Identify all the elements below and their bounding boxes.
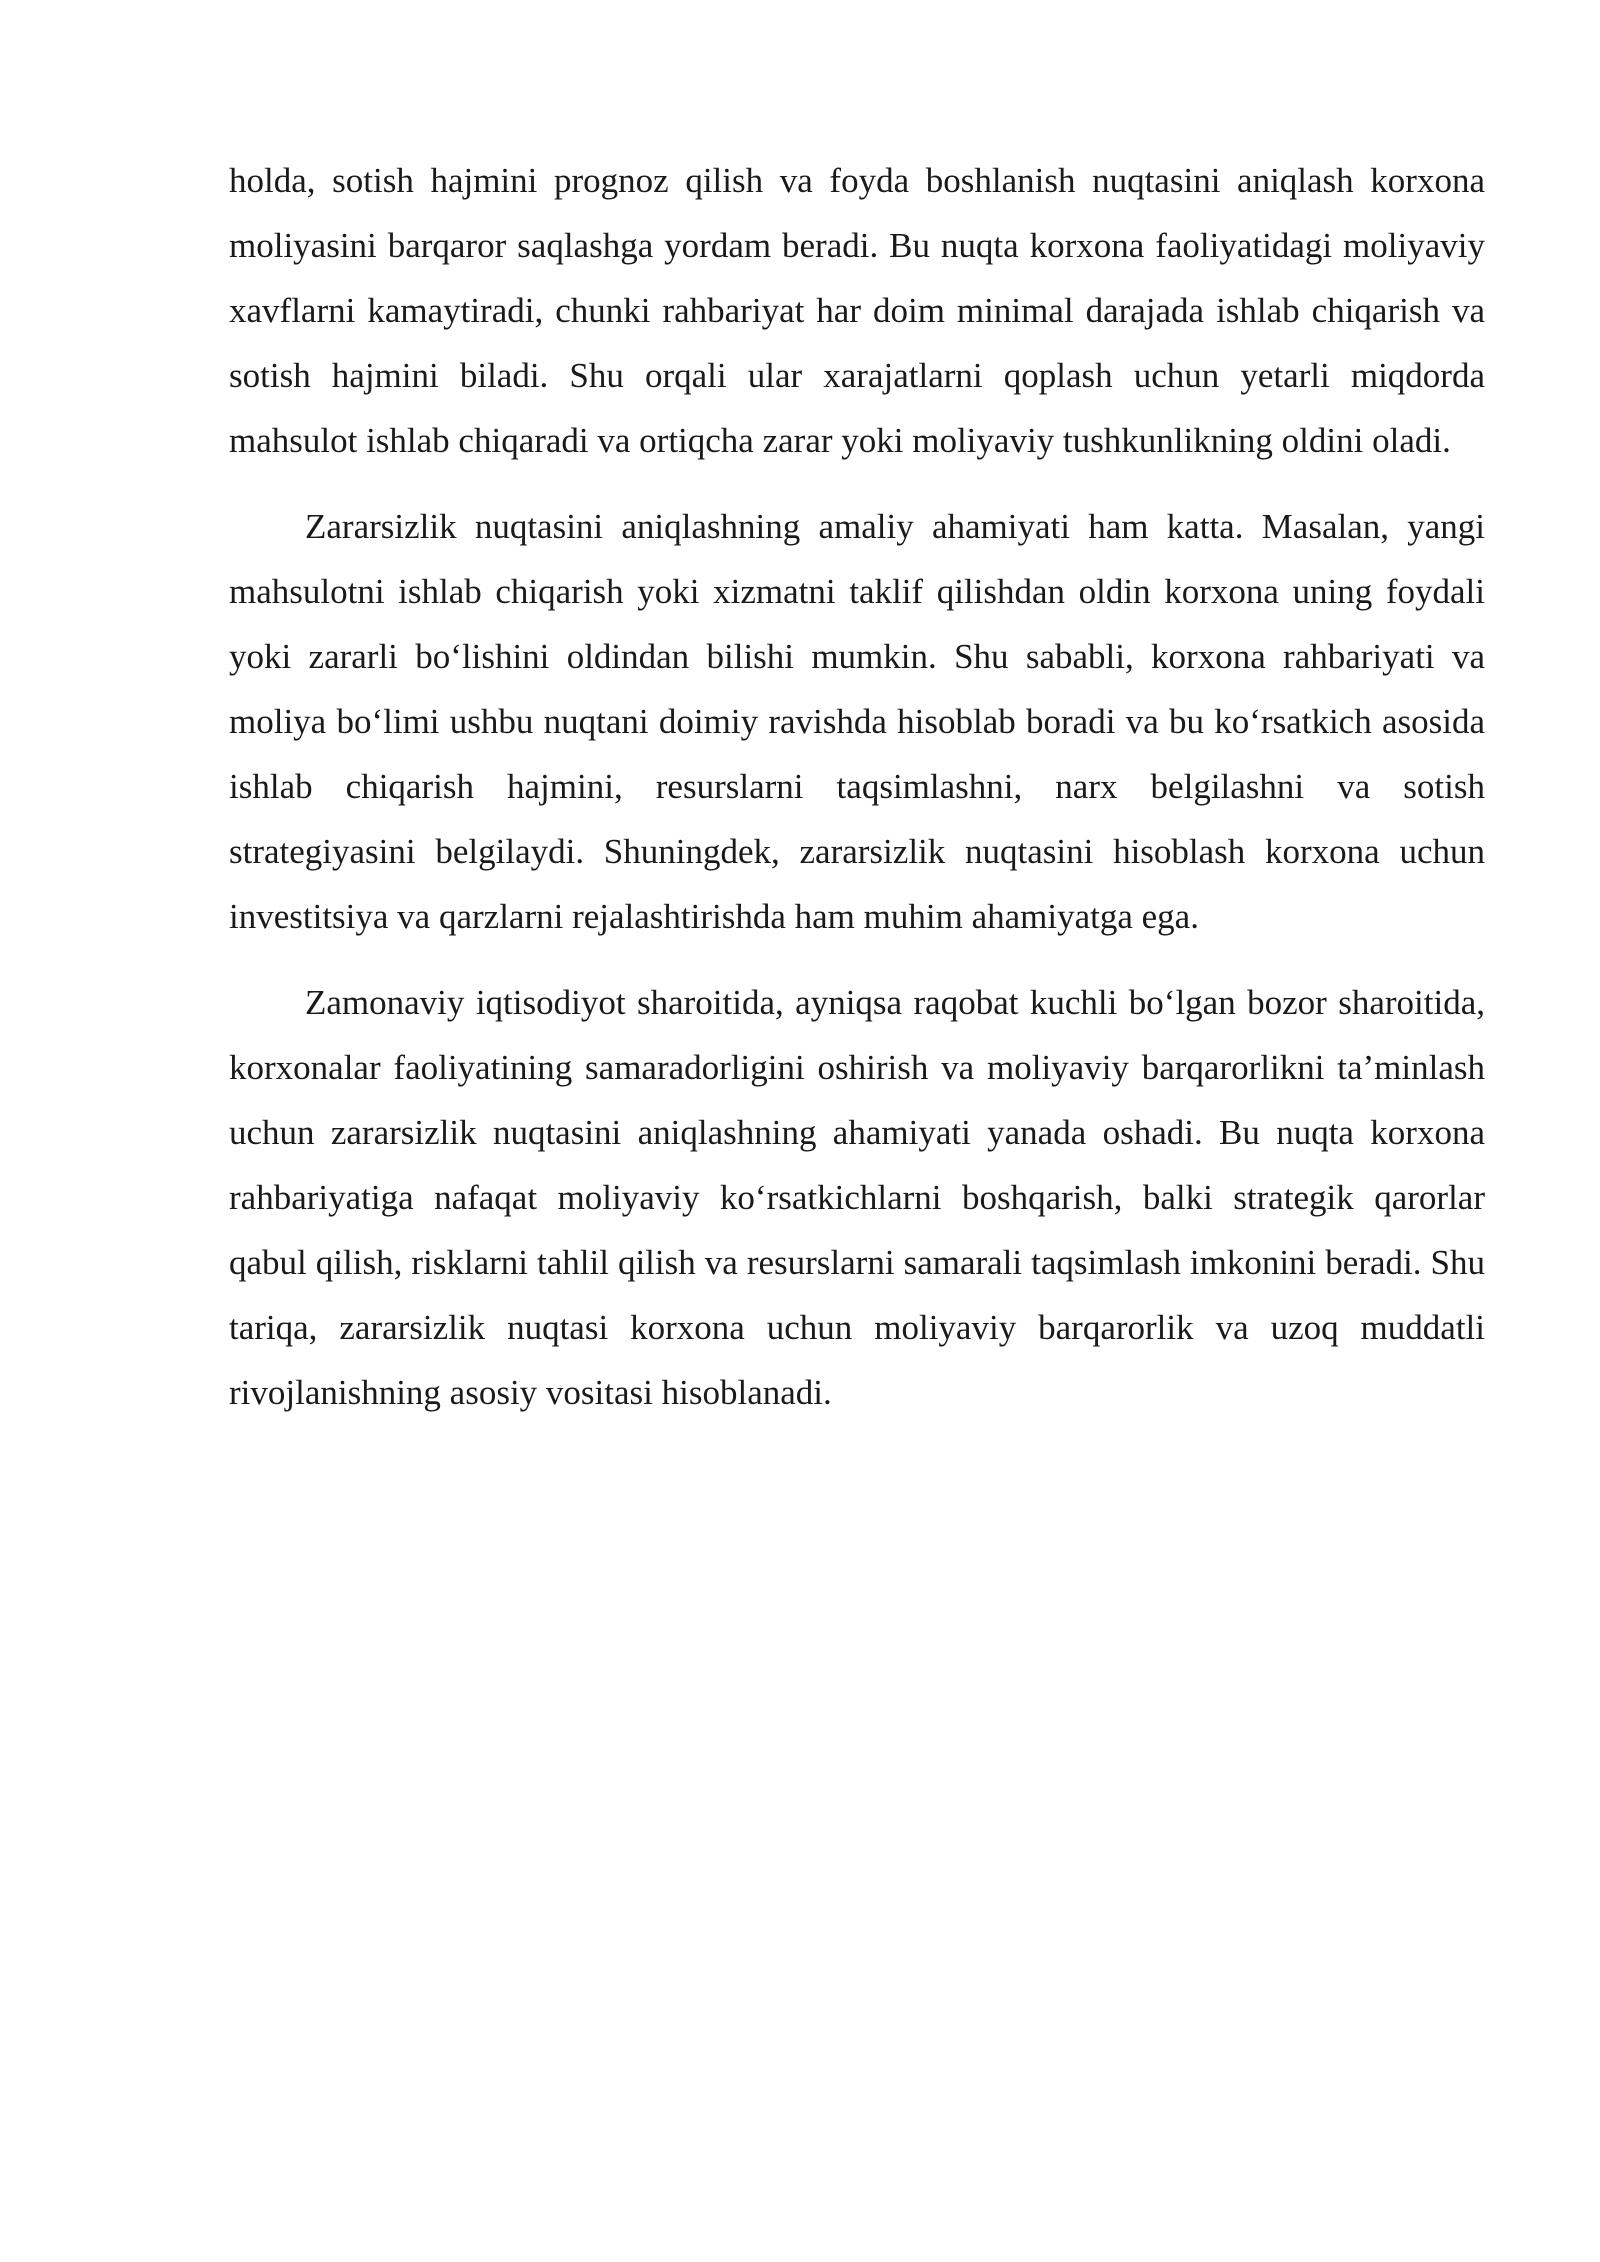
document-body (229, 148, 1485, 1446)
paragraph-continuation: holda, sotish hajmini prognoz qilish va foyda boshlanish nuqtasini aniqlash korxona moliyasini barqaror saqlashga yordam beradi. Bu nuqta korxona faoliyatidagi moliyaviy xavflarni kamaytiradi, chunki rahbariyat har doim minimal darajada ishlab chiqarish va sotish hajmini biladi. Shu orqali ular xarajatlarni qoplash uchun yetarli miqdorda mahsulot ishlab chiqaradi va ortiqcha zarar yoki moliyaviy tushkunlikning oldini oladi. (229, 161, 1485, 460)
paragraph-practical-importance: Zararsizlik nuqtasini aniqlashning amaliy ahamiyati ham katta. Masalan, yangi mahsulotni ishlab chiqarish yoki xizmatni taklif qilishdan oldin korxona uning foydali yoki zararli bo‘lishini oldindan bilishi mumkin. Shu sababli, korxona rahbariyati va moliya bo‘limi ushbu nuqtani doimiy ravishda hisoblab boradi va bu ko‘rsatkich asosida ishlab chiqarish hajmini, resurslarni taqsimlashni, narx belgilashni va sotish strategiyasini belgilaydi. Shuningdek, zararsizlik nuqtasini hisoblash korxona uchun investitsiya va qarzlarni rejalashtirishda ham muhim ahamiyatga ega. (229, 507, 1485, 936)
paragraph-modern-economy: Zamonaviy iqtisodiyot sharoitida, ayniqsa raqobat kuchli bo‘lgan bozor sharoitida, korxonalar faoliyatining samaradorligini oshirish va moliyaviy barqarorlikni ta’minlash uchun zararsizlik nuqtasini aniqlashning ahamiyati yanada oshadi. Bu nuqta korxona rahbariyatiga nafaqat moliyaviy ko‘rsatkichlarni boshqarish, balki strategik qarorlar qabul qilish, risklarni tahlil qilish va resurslarni samarali taqsimlash imkonini beradi. Shu tariqa, zararsizlik nuqtasi korxona uchun moliyaviy barqarorlik va uzoq muddatli rivojlanishning asosiy vositasi hisoblanadi. (229, 983, 1485, 1412)
